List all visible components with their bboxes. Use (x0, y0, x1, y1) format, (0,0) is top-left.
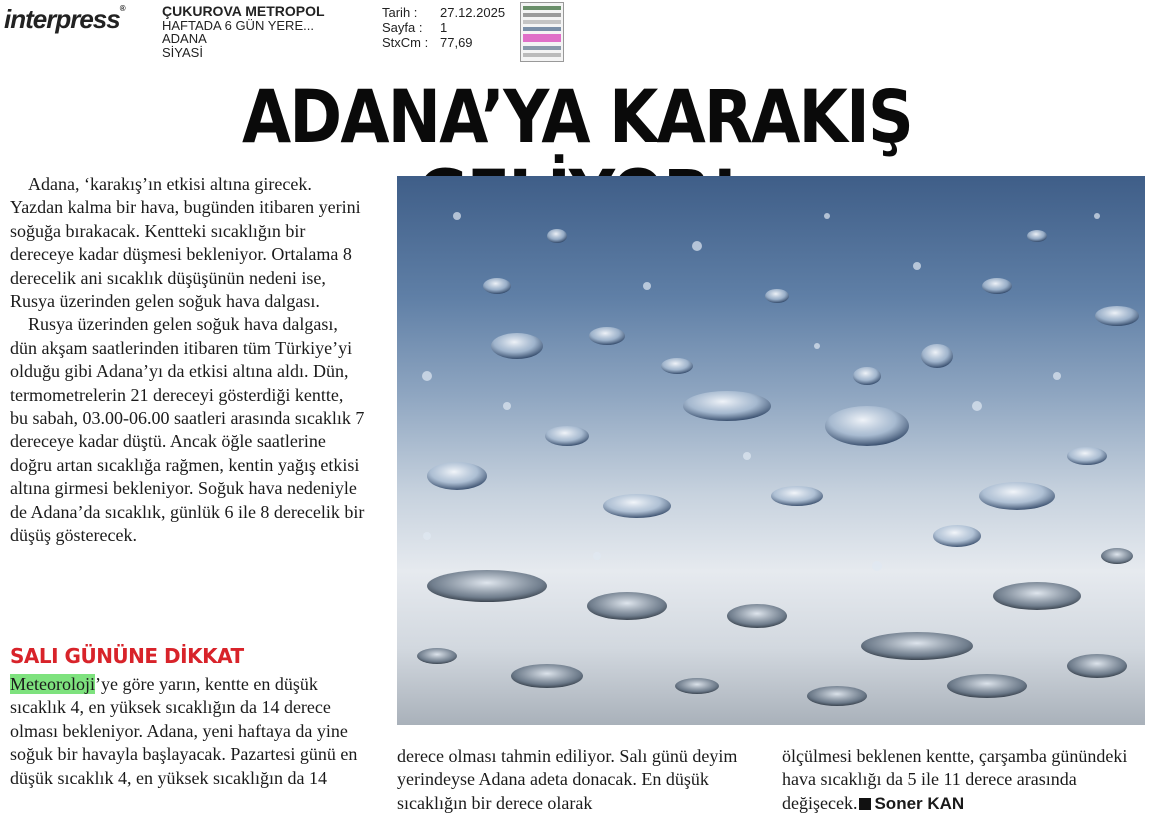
highlighted-keyword: Meteoroloji (10, 674, 95, 694)
publication-info (162, 5, 325, 59)
page-thumbnail[interactable] (520, 2, 564, 62)
date-label: Tarih : (382, 5, 418, 20)
byline-square-icon (859, 798, 871, 810)
stxcm-value: 77,69 (440, 35, 473, 50)
interpress-logo: interpress® (4, 4, 125, 34)
publication-city: ADANA (162, 31, 207, 46)
paragraph-3 (10, 673, 365, 790)
publication-category: SİYASİ (162, 44, 203, 60)
publication-frequency: HAFTADA 6 GÜN YERE... (162, 17, 314, 33)
article-headline: ADANA’YA KARAKIŞ (242, 75, 912, 160)
article-byline: Soner KAN (874, 793, 965, 813)
paragraph-2: Rusya üzerinden gelen soğuk hava dalgası, dün akşam saatlerinden itibaren tüm Türkiye’yi olduğu gibi Adana’yı da etkisi altına aldı. Dün, termometrelerin 21 dereceyi gösterdiği kentte, bu sabah, 03.00-06.00 saatleri arasında sıcaklık 7 dereceye kadar düştü. Ancak öğle saatlerine doğru artan sıcaklığa rağmen, kentin yağış etkisi altına girmesi bekleniyor. Soğuk hava nedeniyle de Adana’da sıcaklık, günlük 6 ile 8 derecelik bir düşüş gösterecek. (10, 314, 365, 546)
date-value: 27.12.2025 (440, 5, 506, 20)
article-column-2: derece olması tahmin ediliyor. Salı günü deyim yerindeyse Adana adeta donacak. En düşük sıcaklığın bir derece olarak (397, 746, 738, 813)
page-label: Sayfa : (382, 20, 423, 35)
raindrops-illustration (397, 176, 1145, 725)
paragraph-1: Adana, ‘karakış’ın etkisi altına girecek. Yazdan kalma bir hava, bugünden itibaren yerini soğuğa bırakacak. Kentteki sıcaklığın bir dereceye kadar düşmesi bekleniyor. Ortalama 8 derecelik ani sıcaklık düşüşünün nedeni ise, Rusya üzerinden gelen soğuk hava dalgası. (10, 174, 361, 312)
page-value: 1 (440, 20, 448, 35)
publication-name: ÇUKUROVA METROPOL (162, 3, 325, 19)
article-column-1 (10, 173, 365, 548)
raindrops-photo (397, 176, 1145, 725)
article-column-3 (782, 745, 1147, 815)
clipping-meta (382, 5, 505, 50)
column-3-text: ölçülmesi beklenen kentte, çarşamba günündeki hava sıcaklığı da 5 ile 11 derece arasında değişecek. (782, 746, 1128, 813)
article-column-1-continued (10, 673, 365, 790)
article-subheading: SALI GÜNÜNE DİKKAT (10, 644, 244, 668)
stxcm-label: StxCm : (382, 35, 429, 50)
paragraph-3-text: ’ye göre yarın, kentte en düşük sıcaklık 4, en yüksek sıcaklığın da 14 derece olması bekleniyor. Adana, yeni haftaya da yine soğuk bir havayla başlayacak. Pazartesi günü en düşük sıcaklık 4, en yüksek sıcaklığın da 14 (10, 674, 358, 788)
